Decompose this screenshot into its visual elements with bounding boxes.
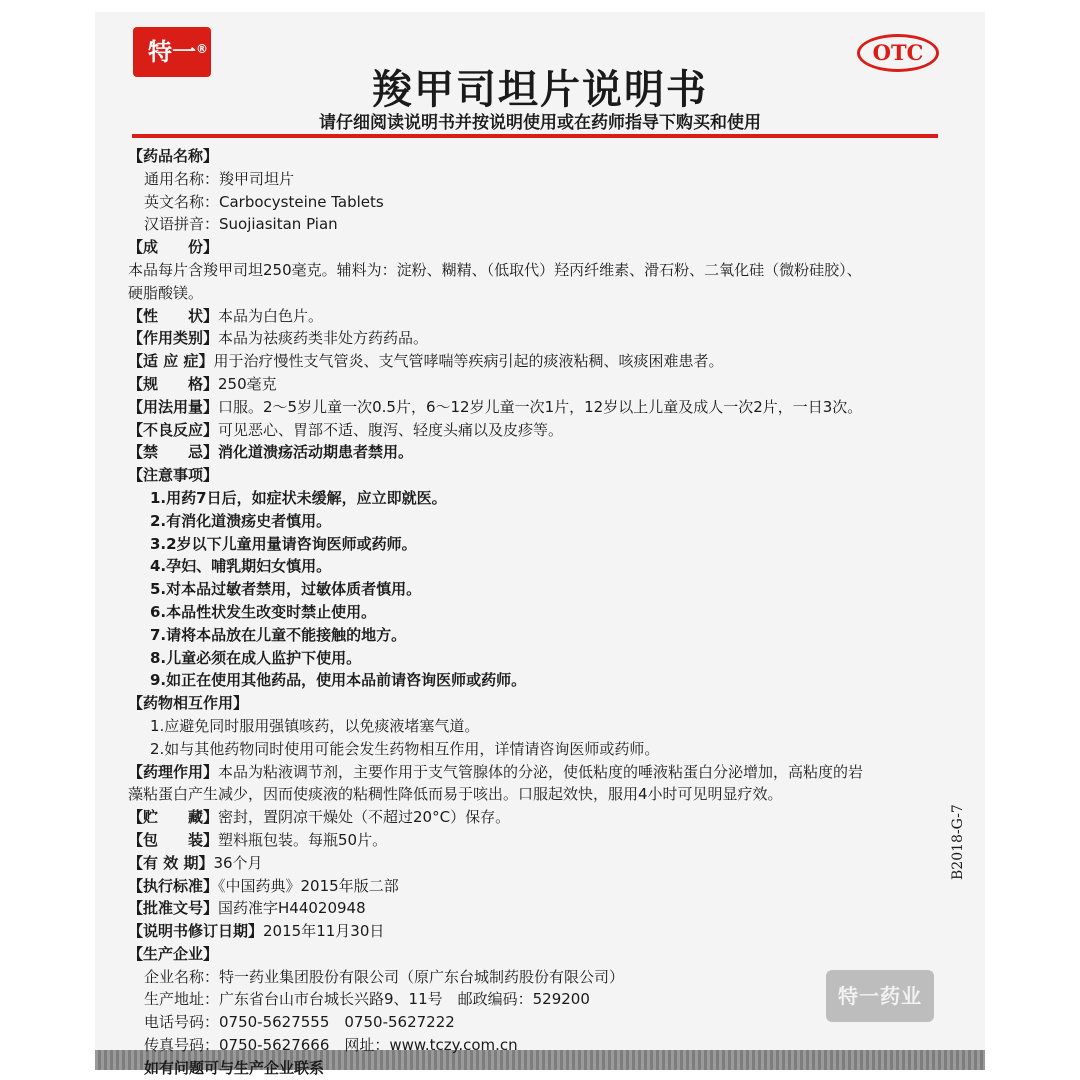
category-heading: 【作用类别】 [128, 329, 219, 348]
company-stamp: 特一药业 [826, 970, 934, 1022]
composition-line-2: 硬脂酸镁。 [128, 283, 204, 302]
specification-heading: 【规 格】 [128, 374, 219, 393]
precaution-item: 7.请将本品放在儿童不能接触的地方。 [150, 625, 407, 644]
brand-logo-text: 特一 [148, 38, 196, 66]
manufacturer-name: 企业名称：特一药业集团股份有限公司（原广东台城制药股份有限公司） [144, 967, 625, 986]
dosage-heading: 【用法用量】 [128, 397, 219, 416]
approval-heading: 【批准文号】 [128, 899, 219, 918]
standard-heading: 【执行标准】 [128, 876, 219, 895]
otc-badge: OTC [857, 34, 939, 72]
interaction-item: 1.应避免同时服用强镇咳药，以免痰液堵塞气道。 [150, 716, 480, 735]
precaution-item: 6.本品性状发生改变时禁止使用。 [150, 602, 377, 621]
manufacturer-address: 生产地址：广东省台山市台城长兴路9、11号 邮政编码：529200 [144, 990, 590, 1009]
pharmacology-line-2: 藻粘蛋白产生减少，因而使痰液的粘稠性降低而易于咳出。口服起效快，服用4小时可见明显疗效。 [128, 785, 783, 804]
revision-date-heading: 【说明书修订日期】 [128, 922, 264, 941]
revision-date-text: 2015年11月30日 [263, 922, 385, 941]
page-subtitle: 请仔细阅读说明书并按说明使用或在药师指导下购买和使用 [319, 113, 761, 133]
contraindications-text: 消化道溃疡活动期患者禁用。 [218, 443, 414, 462]
page-title: 羧甲司坦片说明书 [372, 67, 708, 113]
section-approval [128, 897, 948, 920]
validity-text: 36个月 [213, 853, 263, 872]
section-dosage [128, 396, 948, 419]
package-text: 塑料瓶包装。每瓶50片。 [218, 830, 388, 849]
properties-heading: 【性 状】 [128, 306, 219, 325]
approval-text: 国药准字H44020948 [218, 899, 366, 918]
generic-name: 通用名称：羧甲司坦片 [144, 169, 295, 188]
properties-text: 本品为白色片。 [218, 306, 324, 325]
english-name: 英文名称：Carbocysteine Tablets [144, 192, 384, 211]
registered-mark-icon: ® [196, 42, 208, 56]
leaflet-body [128, 145, 948, 1080]
precaution-item: 5.对本品过敏者禁用，过敏体质者慎用。 [150, 580, 422, 599]
precaution-item: 4.孕妇、哺乳期妇女慎用。 [150, 557, 332, 576]
section-pharmacology [128, 761, 948, 784]
contact-note: 如有问题可与生产企业联系 [144, 1058, 325, 1077]
indications-heading: 【适 应 症】 [128, 352, 214, 371]
composition-line-1: 本品每片含羧甲司坦250毫克。辅料为：淀粉、糊精、（低取代）羟丙纤维素、滑石粉、二氧化硅（微粉硅胶）、 [128, 260, 862, 279]
section-interactions-heading: 【药物相互作用】 [128, 694, 249, 713]
section-composition-heading: 【成 份】 [128, 238, 219, 257]
section-validity [128, 852, 948, 875]
section-manufacturer-heading: 【生产企业】 [128, 944, 219, 963]
precaution-item: 1.用药7日后，如症状未缓解，应立即就医。 [150, 488, 447, 507]
section-standard [128, 875, 948, 898]
section-indications [128, 350, 948, 373]
title-divider [132, 134, 938, 138]
section-properties [128, 305, 948, 328]
adverse-reactions-text: 可见恶心、胃部不适、腹泻、轻度头痛以及皮疹等。 [218, 420, 564, 439]
section-package [128, 829, 948, 852]
dosage-text: 口服。2～5岁儿童一次0.5片，6～12岁儿童一次1片，12岁以上儿童及成人一次2片，一日3次。 [218, 397, 863, 416]
indications-text: 用于治疗慢性支气管炎、支气管哮喘等疾病引起的痰液粘稠、咳痰困难患者。 [213, 352, 724, 371]
section-precautions-heading: 【注意事项】 [128, 466, 219, 485]
precaution-item: 8.儿童必须在成人监护下使用。 [150, 648, 362, 667]
section-contraindications [128, 441, 948, 464]
validity-heading: 【有 效 期】 [128, 853, 214, 872]
contraindications-heading: 【禁 忌】 [128, 443, 219, 462]
specification-text: 250毫克 [218, 374, 277, 393]
manufacturer-fax: 传真号码：0750-5627666 网址：www.tczy.com.cn [144, 1036, 518, 1055]
precaution-item: 2.有消化道溃疡史者慎用。 [150, 511, 332, 530]
section-drug-name-heading: 【药品名称】 [128, 147, 219, 165]
section-specification [128, 373, 948, 396]
standard-text: 《中国药典》2015年版二部 [218, 876, 399, 895]
section-adverse-reactions [128, 419, 948, 442]
section-category [128, 327, 948, 350]
pinyin-name: 汉语拼音：Suojiasitan Pian [144, 215, 338, 234]
adverse-reactions-heading: 【不良反应】 [128, 420, 219, 439]
manufacturer-phone: 电话号码：0750-5627555 0750-5627222 [144, 1013, 455, 1032]
package-heading: 【包 装】 [128, 830, 219, 849]
section-storage [128, 806, 948, 829]
interaction-item: 2.如与其他药物同时使用可能会发生药物相互作用，详情请咨询医师或药师。 [150, 739, 660, 758]
precaution-item: 9.如正在使用其他药品，使用本品前请咨询医师或药师。 [150, 671, 527, 690]
pharmacology-heading: 【药理作用】 [128, 762, 219, 781]
category-text: 本品为祛痰药类非处方药药品。 [218, 329, 429, 348]
section-revision-date [128, 920, 948, 943]
pharmacology-line-1: 本品为粘液调节剂，主要作用于支气管腺体的分泌，使低粘度的唾液粘蛋白分泌增加，高粘度的岩 [218, 762, 864, 781]
storage-text: 密封，置阴凉干燥处（不超过20°C）保存。 [218, 808, 511, 827]
side-code: B2018-G-7 [950, 804, 966, 880]
storage-heading: 【贮 藏】 [128, 808, 219, 827]
precaution-item: 3.2岁以下儿童用量请咨询医师或药师。 [150, 534, 417, 553]
